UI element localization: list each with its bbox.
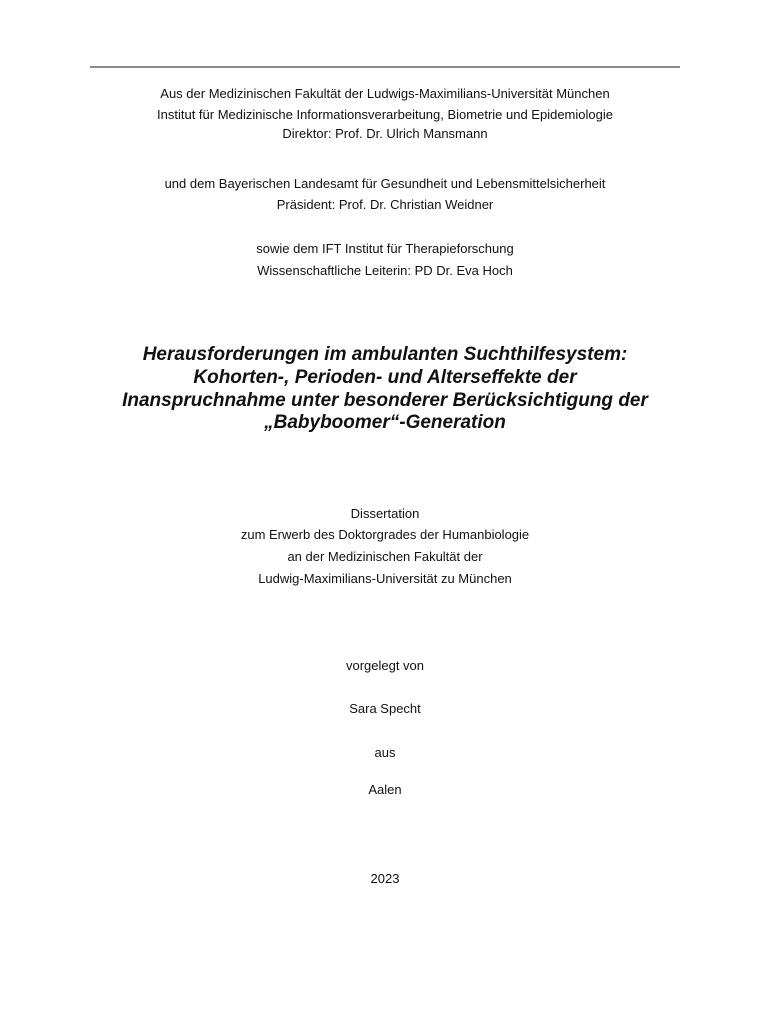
hometown: Aalen (368, 782, 402, 797)
president-line: Präsident: Prof. Dr. Christian Weidner (276, 197, 494, 212)
university-line: Ludwig-Maximilians-Universität zu München (258, 571, 512, 586)
dissertation-label: Dissertation (350, 506, 420, 521)
year: 2023 (370, 871, 400, 886)
title-line-3: Inanspruchnahme unter besonderer Berücksichtigung der (122, 390, 648, 411)
author-name: Sara Specht (349, 701, 421, 716)
agency-line: und dem Bayerischen Landesamt für Gesundheit und Lebensmittelsicherheit (164, 176, 606, 191)
scientific-lead-line: Wissenschaftliche Leiterin: PD Dr. Eva Hoch (257, 263, 513, 278)
title-line-2: Kohorten-, Perioden- und Alterseffekte der (193, 367, 577, 388)
director-line: Direktor: Prof. Dr. Ulrich Mansmann (282, 126, 488, 141)
from-label: aus (374, 745, 396, 760)
top-rule (90, 66, 680, 68)
title-line-1: Herausforderungen im ambulanten Suchthilfesystem: (142, 344, 628, 365)
degree-line: zum Erwerb des Doktorgrades der Humanbiologie (240, 527, 530, 542)
title-line-4: „Babyboomer“-Generation (264, 412, 506, 433)
faculty-of-line: an der Medizinischen Fakultät der (287, 549, 483, 564)
faculty-line: Aus der Medizinischen Fakultät der Ludwigs-Maximilians-Universität München (160, 86, 610, 101)
submitted-by-label: vorgelegt von (345, 658, 425, 673)
ift-line: sowie dem IFT Institut für Therapieforschung (256, 241, 514, 256)
institute-line: Institut für Medizinische Informationsverarbeitung, Biometrie und Epidemiologie (157, 107, 613, 122)
